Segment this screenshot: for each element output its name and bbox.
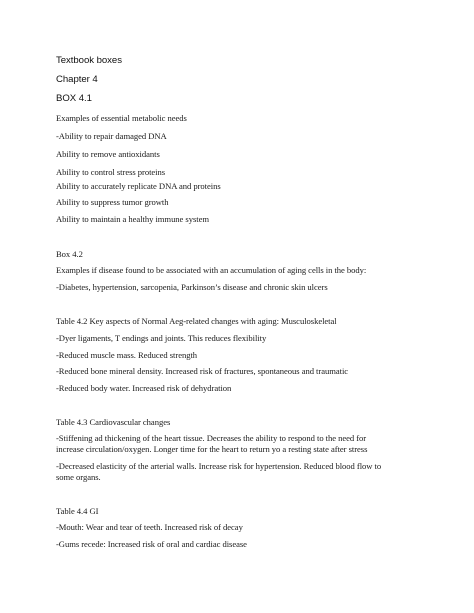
box-4-1-heading: BOX 4.1: [56, 93, 92, 104]
list-item-line: -Stiffening ad thickening of the heart tissue. Decreases the ability to respond to the need for: [56, 433, 367, 443]
list-item: -Gums recede: Increased risk of oral and cardiac disease: [56, 539, 247, 549]
table-4-3-heading: Table 4.3 Cardiovascular changes: [56, 417, 171, 427]
list-item: -Mouth: Wear and tear of teeth. Increased risk of decay: [56, 522, 243, 532]
list-item: Ability to remove antioxidants: [56, 149, 160, 159]
list-item: -Reduced bone mineral density. Increased risk of fractures, spontaneous and traumatic: [56, 366, 349, 376]
table-4-4-heading: Table 4.4 GI: [56, 506, 99, 516]
box-4-1-intro: Examples of essential metabolic needs: [56, 113, 187, 123]
list-item-line: increase circulation/oxygen. Longer time for the heart to return yo a resting state after stress: [56, 444, 368, 454]
list-item: -Reduced muscle mass. Reduced strength: [56, 350, 198, 360]
box-4-2-intro: Examples if disease found to be associated with an accumulation of aging cells in the body:: [56, 265, 367, 275]
list-item-line: some organs.: [56, 472, 101, 482]
box-4-2-heading: Box 4.2: [56, 249, 83, 259]
list-item: -Diabetes, hypertension, sarcopenia, Parkinson’s disease and chronic skin ulcers: [56, 282, 328, 292]
list-item: Ability to control stress proteins: [56, 167, 166, 177]
list-item: Ability to maintain a healthy immune system: [56, 214, 209, 224]
list-item-line: -Decreased elasticity of the arterial walls. Increase risk for hypertension. Reduced blood flow to: [56, 461, 382, 471]
list-item: Ability to suppress tumor growth: [56, 197, 169, 207]
document-title: Textbook boxes: [56, 55, 122, 66]
list-item: -Dyer ligaments, T endings and joints. This reduces flexibility: [56, 333, 267, 343]
table-4-2-heading: Table 4.2 Key aspects of Normal Aeg-related changes with aging: Musculoskeletal: [56, 316, 337, 326]
list-item: -Reduced body water. Increased risk of dehydration: [56, 383, 232, 393]
chapter-heading: Chapter 4: [56, 74, 98, 85]
list-item: Ability to accurately replicate DNA and proteins: [56, 181, 221, 191]
list-item: -Ability to repair damaged DNA: [56, 131, 167, 141]
